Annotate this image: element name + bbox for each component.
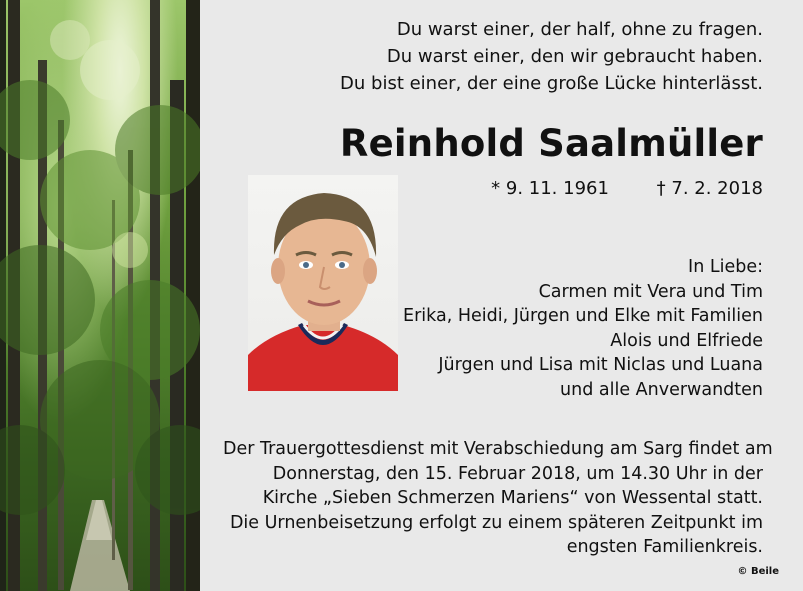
verse-line: Du bist einer, der eine große Lücke hinterlässt.	[340, 73, 763, 94]
mourners-line: Jürgen und Lisa mit Niclas und Luana	[438, 355, 763, 375]
service-line: Der Trauergottesdienst mit Verabschiedung am Sarg findet am	[223, 439, 773, 459]
verse	[263, 16, 763, 97]
death-date: † 7. 2. 2018	[656, 178, 763, 199]
service-line: Kirche „Sieben Schmerzen Mariens“ von Wessental statt.	[262, 488, 763, 508]
mourners-line: und alle Anverwandten	[560, 379, 763, 400]
verse-line: Du warst einer, der half, ohne zu fragen.	[396, 19, 763, 40]
mourners-line: Alois und Elfriede	[610, 330, 763, 351]
life-dates	[491, 178, 763, 199]
forest-image	[0, 0, 200, 591]
mourners-list	[343, 255, 763, 402]
mourners-line: Erika, Heidi, Jürgen und Elke mit Familien	[403, 306, 763, 326]
mourners-line: Carmen mit Vera und Tim	[538, 281, 763, 302]
service-line: Donnerstag, den 15. Februar 2018, um 14.30 Uhr in der	[272, 463, 763, 484]
birth-date: * 9. 11. 1961	[491, 178, 609, 199]
forest-illustration	[0, 0, 200, 591]
mourners-line: In Liebe:	[688, 257, 763, 277]
service-info	[223, 437, 773, 560]
verse-line: Du warst einer, den wir gebraucht haben.	[386, 46, 763, 67]
photo-credit: © Beile	[737, 566, 779, 577]
deceased-name: Reinhold Saalmüller	[339, 122, 763, 165]
service-line: Die Urnenbeisetzung erfolgt zu einem späteren Zeitpunkt im	[229, 512, 763, 533]
service-line: engsten Familienkreis.	[566, 537, 763, 557]
